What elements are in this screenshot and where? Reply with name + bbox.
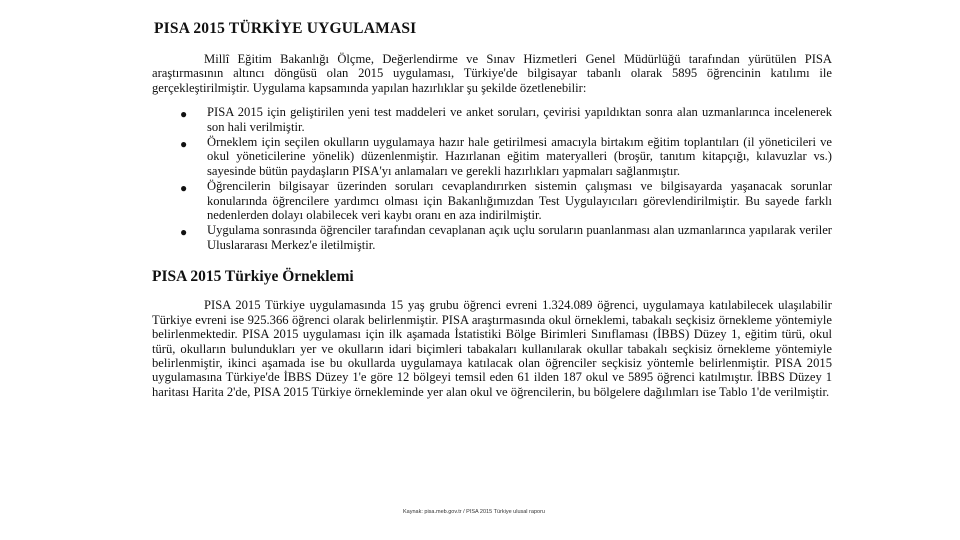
intro-paragraph: Millî Eğitim Bakanlığı Ölçme, Değerlendirme ve Sınav Hizmetleri Genel Müdürlüğü tarafından yürütülen PISA araştırmasının altıncı döngüsü olan 2015 uygulaması, Türkiye'de bilgisayar tabanlı olarak 5895 öğrencinin katılımı ile gerçekleştirilmiştir. Uygulama kapsamında yapılan hazırlıklar şu şekilde özetlenebilir:	[152, 52, 832, 95]
list-item	[152, 135, 832, 178]
list-item-text: Öğrencilerin bilgisayar üzerinden soruları cevaplandırırken sistemin çalışması ve bilgisayarda yaşanacak sorunlar konularında öğrencilere yardımcı olması için Bakanlığımızdan Test Uygulayıcıları görevlendirilmiştir. Bu sayede farklı nedenlerden dolayı olabilecek veri kaybı oranı en aza indirilmiştir.	[207, 179, 832, 223]
list-item	[152, 223, 832, 252]
list-item-text: PISA 2015 için geliştirilen yeni test maddeleri ve anket soruları, çevirisi yapıldıktan sonra alan uzmanlarınca incelenerek son hali verilmiştir.	[207, 105, 832, 134]
list-item	[152, 105, 832, 134]
bullet-dot-icon: ●	[180, 107, 188, 122]
section-title-sample: PISA 2015 Türkiye Örneklemi	[152, 268, 354, 286]
list-item-text: Uygulama sonrasında öğrenciler tarafından cevaplanan açık uçlu soruların puanlanması alan uzmanlarınca yapılarak veriler Uluslararası Merkez'e iletilmiştir.	[207, 223, 832, 252]
bullet-dot-icon: ●	[180, 181, 188, 196]
list-item	[152, 179, 832, 222]
bullet-dot-icon: ●	[180, 225, 188, 240]
source-footnote: Kaynak: pisa.meb.gov.tr / PISA 2015 Türkiye ulusal raporu	[403, 509, 545, 515]
preparation-list	[152, 105, 832, 252]
document-content	[152, 20, 832, 409]
document-title: PISA 2015 TÜRKİYE UYGULAMASI	[154, 20, 417, 37]
list-item-text: Örneklem için seçilen okulların uygulamaya hazır hale getirilmesi amacıyla birtakım eğitim toplantıları (il yöneticileri ve okul yöneticilerine yönelik) düzenlenmiştir. Hazırlanan eğitim materyalleri (broşür, tanıtım kitapçığı, kılavuzlar vs.) sayesinde bütün paydaşların PISA'yı anlamaları ve gerekli hazırlıkları yapmaları sağlanmıştır.	[207, 135, 832, 178]
bullet-dot-icon: ●	[180, 137, 188, 152]
sample-paragraph: PISA 2015 Türkiye uygulamasında 15 yaş grubu öğrenci evreni 1.324.089 öğrenci, uygulamaya katılabilecek ulaşılabilir Türkiye evreni ise 925.366 öğrenci olarak belirlenmiştir. PISA araştırmasında okul örneklemi, tabakalı seçkisiz örnekleme yöntemiyle belirlenmektedir. PISA 2015 uygulaması için ilk aşamada İstatistiki Bölge Birimleri Sınıflaması (İBBS) Düzey 1, eğitim türü, okul türü, okulların bulundukları yer ve okulların idari biçimleri tabakaları kullanılarak okullar tabakalı seçkisiz örnekleme yöntemiyle belirlenmiştir, ikinci aşamada ise bu okullarda uygulamaya katılacak olan öğrenciler seçkisiz yöntemle belirlenmiştir. PISA 2015 uygulamasına Türkiye'de İBBS Düzey 1'e göre 12 bölgeyi temsil eden 61 ilden 187 okul ve 5895 öğrenci katılmıştır. İBBS Düzey 1 haritası Harita 2'de, PISA 2015 Türkiye örnekleminde yer alan okul ve öğrencilerin, bu bölgelere dağılımları ise Tablo 1'de verilmiştir.	[152, 298, 832, 399]
